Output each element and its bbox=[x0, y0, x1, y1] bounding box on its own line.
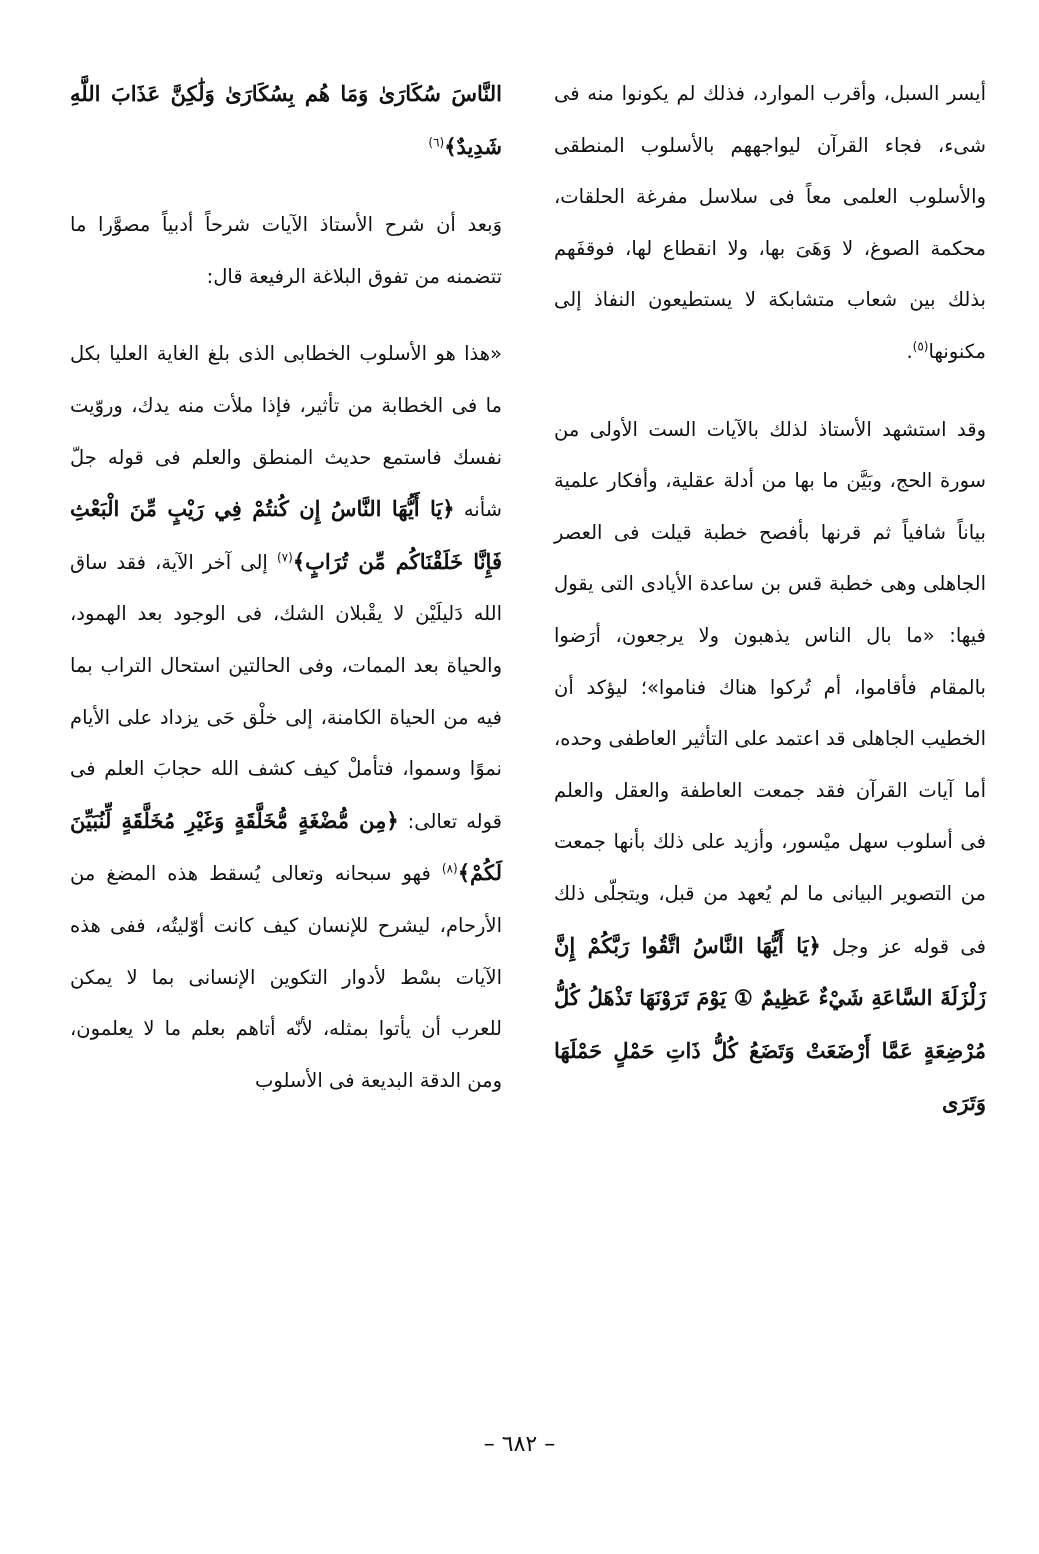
paragraph-text: «هذا هو الأسلوب الخطابى الذى بلغ الغاية العليا بكل ما فى الخطابة من تأثير، فإذا ملأت منه يدك، وروّيت نفسك فاستمع حديث المنطق والعلم فى قوله جلّ شأنه bbox=[70, 342, 502, 522]
footnote-ref: (٥) bbox=[912, 339, 929, 354]
page-number: – ٦٨٢ – bbox=[483, 1432, 556, 1457]
paragraph-text: فهو سبحانه وتعالى يُسقط هذه المضغ من الأرحام، ليشرح للإنسان كيف كانت أوّليتُه، ففى هذه الآيات بسْط لأدوار التكوين الإنسانى بما لا يمكن للعرب أن يأتوا بمثله، لأنّه أتاهم بعلم ما لا يعلمون، ومن الدقة البديعة فى الأسلوب bbox=[70, 862, 502, 1092]
paragraph-text: أيسر السبل، وأقرب الموارد، فذلك لم يكونوا منه فى شىء، فجاء القرآن ليواجههم بالأسلوب المنطقى والأسلوب العلمى معاً فى سلاسل مفرغة الحلقات، محكمة الصوغ، لا وَهَىَ بها، ولا انقطاع لها، فوقفَهم بذلك بين شعاب متشابكة لا يستطيعون النفاذ إلى مكنونها bbox=[554, 82, 986, 363]
paragraph bbox=[70, 328, 502, 1106]
paragraph bbox=[70, 68, 502, 173]
right-column bbox=[554, 68, 986, 1130]
quran-verse: ﴿يَا أَيُّهَا النَّاسُ إِن كُنتُمْ فِي رَيْبٍ مِّنَ الْبَعْثِ فَإِنَّا خَلَقْنَاكُم مِّن تُرَابٍ﴾ bbox=[70, 496, 502, 574]
footnote-ref: (٦) bbox=[428, 135, 445, 150]
left-column bbox=[70, 68, 502, 1106]
quran-verse: النَّاسَ سُكَارَىٰ وَمَا هُم بِسُكَارَىٰ وَلَٰكِنَّ عَذَابَ اللَّهِ شَدِيدٌ﴾ bbox=[70, 81, 502, 159]
paragraph bbox=[554, 404, 986, 1130]
paragraph bbox=[554, 68, 986, 378]
paragraph-text: وَبعد أن شرح الأستاذ الآيات شرحاً أدبياً مصوَّرا ما تتضمنه من تفوق البلاغة الرفيعة قال: bbox=[70, 213, 502, 288]
quran-verse: ﴿يَا أَيُّهَا النَّاسُ اتَّقُوا رَبَّكُمْ إِنَّ زَلْزَلَةَ السَّاعَةِ شَيْءٌ عَظِيمٌ ① يَوْمَ تَرَوْنَهَا تَذْهَلُ كُلُّ مُرْضِعَةٍ عَمَّا أَرْضَعَتْ وَتَضَعُ كُلُّ ذَاتِ حَمْلٍ حَمْلَهَا وَتَرَى bbox=[554, 932, 986, 1116]
paragraph bbox=[70, 199, 502, 302]
footnote-ref: (٧) bbox=[276, 550, 293, 565]
paragraph-text: . bbox=[906, 339, 913, 363]
footnote-ref: (٨) bbox=[441, 861, 458, 876]
paragraph-text: إلى آخر الآية، فقد ساق الله دَليلَيْن لا يقْبلان الشك، فى الوجود بعد الهمود، والحياة بعد الممات، وفى الحالتين استحال التراب بما فيه من الحياة الكامنة، إلى خلْق حَى يزداد على الأيام نموًا وسموا، فتأملْ كيف كشف الله حجابَ العلم فى قوله تعالى: bbox=[70, 550, 502, 833]
quran-verse: ﴿مِن مُّضْغَةٍ مُّخَلَّقَةٍ وَغَيْرِ مُخَلَّقَةٍ لِّنُبَيِّنَ لَكُمْ﴾ bbox=[70, 807, 502, 886]
paragraph-text: وقد استشهد الأستاذ لذلك بالآيات الست الأولى من سورة الحج، وبَيَّن ما بها من أدلة عقلية، وأفكار علمية بياناً شافياً ثم قرنها بأفصح خطبة قيلت فى العصر الجاهلى وهى خطبة قس بن ساعدة الأيادى التى يقول فيها: «ما بال الناس يذهبون ولا يرجعون، أرَضوا بالمقام فأقاموا، أم تُركوا هناك فناموا»؛ ليؤكد أن الخطيب الجاهلى قد اعتمد على التأثير العاطفى وحده، أما آيات القرآن فقد جمعت العاطفة والعقل والعلم فى أسلوب سهل ميْسور، وأزيد على ذلك بأنها جمعت من التصوير البيانى ما لم يُعهد من قبل، ويتجلّى ذلك فى قوله عز وجل bbox=[554, 417, 987, 958]
